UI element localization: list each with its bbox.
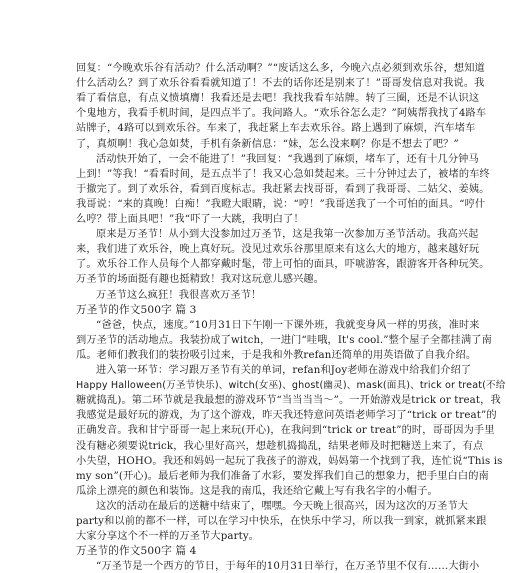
text-line: 原来是万圣节！从小到大没参加过万圣节，这是我第一次参加万圣节活动。我高兴起 <box>96 229 479 241</box>
text-line: 进入第一环节：学习跟万圣节有关的单词，refan和Joy老师在游戏中给我们介绍了 <box>96 365 472 376</box>
section-heading: 万圣节的作文500字 篇 3 <box>76 303 197 316</box>
text-line: 于撤完了。到了欢乐谷，看到百度标志。我赶紧去找哥哥，看到了我哥哥、二姑父、姜姨。 <box>76 183 490 195</box>
text-line: 瓜涂上漂亮的颜色和装饰。这是我的南瓜，我还给它戴上写有我名字的小帽子。 <box>76 485 438 497</box>
text-line: Happy Halloween(万圣节快乐)、witch(女巫)、ghost(幽灵)、mask(面具)、trick or treat(不给 <box>76 380 506 392</box>
text-line: 了。欢乐谷工作人员每个人都穿戴时髦，带上可怕的面具，吓唬游客，跟游客开各种玩笑。 <box>76 259 490 271</box>
text-line: 瓜。老师们教我们的装扮吸引过来，于是我和外教refan还简单的用英语做了自我介绍。 <box>76 349 477 361</box>
text-line: 个鬼地方，我看手机时间，是四点半了。我问路人。“欢乐谷怎么走？”阿姨帮我找了4路车 <box>76 108 487 120</box>
text-line: 么哼？带上面具吧！”我“吓了一大跳，我明白了！ <box>76 214 304 225</box>
text-line: 什么活动么？到了欢乐谷看看就知道了！不去的话你还是别来了！”哥哥发信息对我说。我 <box>76 78 485 90</box>
text-line: 大家分享这个不一样的万圣节大party。 <box>76 531 260 543</box>
section-heading: 万圣节的作文500字 篇 4 <box>76 545 197 558</box>
text-line: party和以前的都不一样，可以在学习中快乐，在快乐中学习，所以我一到家，就抓紧来跟 <box>76 516 487 527</box>
text-line: 糖就捣乱)。第二环节就是我最想的游戏环节“当当当当～”。一开始游戏是trick or treat，我 <box>76 395 501 407</box>
text-line: my son”(开心)。最后老师为我们准备了水彩，要发挥我们自己的想象力，把手里白白的南 <box>76 470 489 482</box>
text-line: 万圣节的场面挺有趣也挺精致！我对这玩意儿感兴趣。 <box>76 274 325 286</box>
text-line: 到万圣节的活动地点。我装扮成了witch，一进门“哇哦，It's cool.”整个屋子全都挂满了南 <box>76 334 492 346</box>
text-line: “爸爸，快点，速度。”10月31日下午刚一下课外班，我就变身风一样的男孩，准时来 <box>96 319 480 331</box>
text-line: 我感觉是最好玩的游戏，为了这个游戏，昨天我还特意问英语老师学习了“trick or treat”的 <box>76 410 497 422</box>
text-line: 活动快开始了，一会不能进了！”我回复：“我遇到了麻烦，堵车了，还有十几分钟马 <box>96 153 479 165</box>
text-line: 这次的活动在最后的送糖中结束了，嘿嘿。今天晚上很高兴，因为这次的万圣节大 <box>96 500 469 512</box>
text-line: 回复：“今晚欢乐谷有活动？什么活动啊？”“废话这么多，今晚六点必须到欢乐谷，想知道 <box>76 63 485 74</box>
text-line: 站牌子，4路可以到欢乐谷。车来了，我赶紧上车去欢乐谷。路上遇到了麻烦，汽车堵车 <box>76 123 476 135</box>
text-line: 小失望，HOHO。我还和妈妈一起玩了我孩子的游戏，妈妈第一个找到了我，连忙说“This is <box>76 455 503 467</box>
text-line: 来，我们进了欢乐谷，晚上真好玩。没见过欢乐谷那里原来有这么大的地方，越来越好玩 <box>76 244 480 256</box>
text-line: 正确发音。我和甘宁哥哥一起上来玩(开心)，在我问到“trick or treat”的时，哥哥因为手里 <box>76 425 495 437</box>
text-line: 上到！”等我！“看看时间，是五点半了！我又心急如焚起来。三十分钟过去了，被堵的车终 <box>76 168 490 180</box>
text-line: 万圣节这么疯狂！我很喜欢万圣节！ <box>96 289 262 301</box>
text-line: 我哥说：“来的真晚！白痴！”我瞪大眼睛，说：“哼！”我哥送我了一个可怕的面具。“哼什 <box>76 198 486 210</box>
text-line: 了，真烦啊！我心急如焚，手机有条新信息：“妹，怎么没来啊？你是不想去了吧？” <box>76 138 459 150</box>
text-line: 没有糖必须要说trick，我心里好高兴，想趁机捣捣乱，结果老师及时把糖送上来了，有点 <box>76 440 484 452</box>
text-line: “万圣节是一个西方的节日，于每年的10月31日举行，在万圣节里不仅有……大街小 <box>96 561 480 573</box>
text-line: 看了看信息，有点义愤填膺！我看还是去吧！我找我看车站牌。转了三圈，还是不认识这 <box>76 93 480 105</box>
